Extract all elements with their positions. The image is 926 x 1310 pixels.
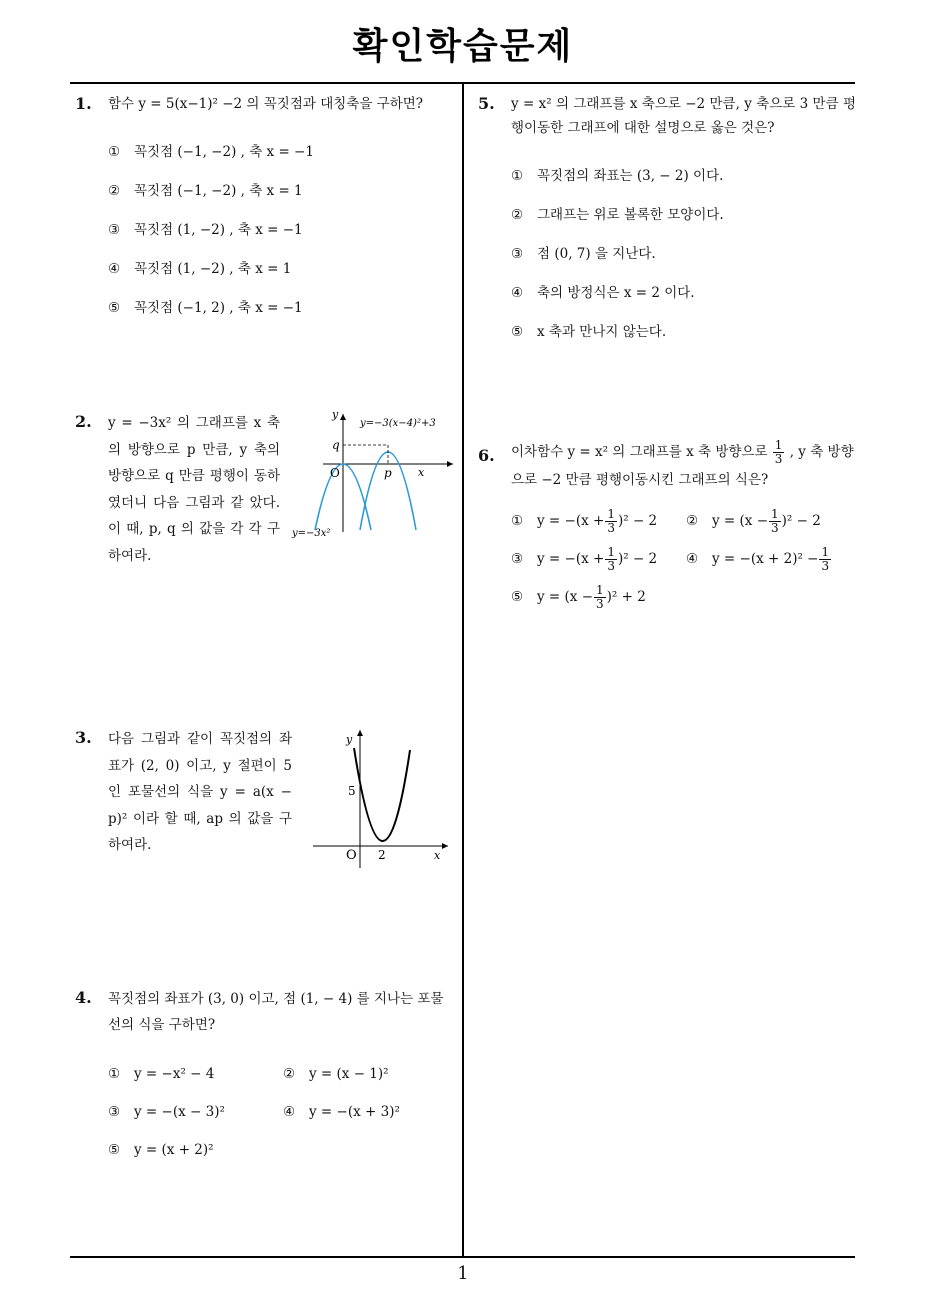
fraction-denominator: 3: [771, 521, 779, 535]
choice-mark: ③: [511, 551, 524, 567]
choice-3[interactable]: [511, 544, 686, 574]
choice-mark: ②: [511, 207, 524, 223]
x-axis-arrow-icon: [442, 843, 448, 849]
choice-text: 꼭짓점 (−1, 2) , 축 x = −1: [134, 300, 303, 316]
choice-pre: y = −(x +: [537, 513, 605, 529]
footer-rule: [70, 1256, 855, 1258]
fraction-numerator: 1: [774, 438, 783, 452]
problem-text: 꼭짓점의 좌표가 (3, 0) 이고, 점 (1, − 4) 를 지나는 포물선의 식을 구하면?: [108, 991, 444, 1033]
fraction: [769, 508, 781, 535]
choice-mark: ②: [686, 513, 699, 529]
choice-mark: ③: [108, 1104, 121, 1120]
choice-3[interactable]: [108, 1100, 283, 1124]
fraction-numerator: 1: [596, 583, 604, 597]
choice-5[interactable]: [511, 582, 686, 612]
choice-text: 꼭짓점 (1, −2) , 축 x = −1: [134, 222, 303, 238]
fraction: [773, 439, 785, 466]
graph-figure-2: [288, 402, 458, 542]
y-axis-arrow-icon: [357, 730, 363, 736]
choice-text: 꼭짓점의 좌표는 (3, − 2) 이다.: [537, 168, 724, 184]
choice-4[interactable]: [511, 281, 858, 320]
fraction-numerator: 1: [607, 507, 615, 521]
choice-mark: ③: [511, 246, 524, 262]
choice-text: 꼭짓점 (1, −2) , 축 x = 1: [134, 261, 292, 277]
problem-text-after: , y 축 방향으로 −2 만큼 평행이동시킨 그래프의 식은?: [511, 444, 854, 488]
curve-label-1: y=−3x²: [292, 528, 331, 539]
problem-number: 5.: [478, 94, 495, 113]
page-number: 1: [457, 1263, 469, 1284]
y-intercept-label: 5: [348, 784, 356, 798]
choice-text: 점 (0, 7) 을 지난다.: [537, 246, 656, 262]
choice-grid: [108, 1062, 455, 1162]
choice-list: [511, 164, 858, 359]
choice-mark: ⑤: [108, 1142, 121, 1158]
choice-2[interactable]: [108, 179, 455, 218]
problem-number: 1.: [75, 94, 92, 113]
choice-5[interactable]: [511, 320, 858, 359]
choice-mark: ④: [511, 285, 524, 301]
choice-4[interactable]: [686, 544, 861, 574]
fraction: [605, 546, 617, 573]
choice-post: )² − 2: [617, 551, 658, 567]
choice-mark: ④: [283, 1104, 296, 1120]
fraction-denominator: 3: [607, 521, 615, 535]
fraction-numerator: 1: [607, 545, 615, 559]
choice-text: 그래프는 위로 볼록한 모양이다.: [537, 207, 724, 223]
fraction-denominator: 3: [596, 597, 604, 611]
choice-mark: ②: [283, 1066, 296, 1082]
choice-4[interactable]: [108, 257, 455, 296]
y-axis-label: y: [332, 408, 339, 421]
choice-2[interactable]: [283, 1062, 458, 1086]
choice-pre: y = (x −: [712, 513, 769, 529]
problem-4: [70, 986, 455, 1162]
choice-5[interactable]: [108, 296, 455, 335]
choice-3[interactable]: [108, 218, 455, 257]
fraction: [594, 584, 606, 611]
problem-number: 3.: [75, 728, 92, 747]
fraction: [819, 546, 831, 573]
choice-pre: y = −(x + 2)² −: [712, 551, 819, 567]
y-axis-label: y: [346, 733, 353, 746]
parabola-curve: [354, 748, 410, 841]
choice-mark: ⑤: [108, 300, 121, 316]
choice-mark: ②: [108, 183, 121, 199]
choice-grid: [511, 506, 858, 612]
choice-text: 꼭짓점 (−1, −2) , 축 x = 1: [134, 183, 303, 199]
choice-list: [108, 140, 455, 335]
choice-mark: ④: [686, 551, 699, 567]
p-label: p: [384, 466, 392, 480]
choice-mark: ④: [108, 261, 121, 277]
problem-text: y = x² 의 그래프를 x 축으로 −2 만큼, y 축으로 3 만큼 평행이동한 그래프에 대한 설명으로 옳은 것은?: [511, 96, 856, 136]
q-label: q: [332, 438, 340, 452]
choice-mark: ⑤: [511, 324, 524, 340]
choice-text: y = (x + 2)²: [134, 1142, 214, 1158]
problem-number: 2.: [75, 412, 92, 431]
choice-1[interactable]: [511, 506, 686, 536]
x-axis-label: x: [434, 849, 441, 862]
choice-4[interactable]: [283, 1100, 458, 1124]
choice-5[interactable]: [108, 1138, 283, 1162]
y-axis-arrow-icon: [340, 414, 346, 420]
choice-post: )² + 2: [606, 589, 646, 605]
problem-1: [70, 92, 455, 335]
fraction: [605, 508, 617, 535]
curve-label-2: y=−3(x−4)²+3: [360, 418, 436, 429]
choice-text: 축의 방정식은 x = 2 이다.: [537, 285, 695, 301]
choice-list: [511, 506, 858, 612]
choice-pre: y = −(x +: [537, 551, 605, 567]
choice-mark: ①: [511, 513, 524, 529]
graph-figure-3: [308, 728, 453, 873]
problem-text-before: 이차함수 y = x² 의 그래프를 x 축 방향으로: [511, 444, 768, 460]
choice-1[interactable]: [108, 140, 455, 179]
choice-3[interactable]: [511, 242, 858, 281]
x-axis-label: x: [418, 466, 425, 479]
choice-mark: ③: [108, 222, 121, 238]
problem-number: 4.: [75, 988, 92, 1007]
problem-2: [70, 410, 455, 569]
choice-text: y = −x² − 4: [134, 1066, 215, 1082]
origin-label: O: [330, 466, 340, 480]
choice-mark: ①: [108, 144, 121, 160]
choice-text: y = −(x + 3)²: [309, 1104, 400, 1120]
problem-6: [473, 438, 858, 612]
choice-1[interactable]: [108, 1062, 283, 1086]
choice-text: 꼭짓점 (−1, −2) , 축 x = −1: [134, 144, 314, 160]
fraction-denominator: 3: [821, 559, 830, 573]
problem-text: 함수 y = 5(x−1)² −2 의 꼭짓점과 대칭축을 구하면?: [108, 96, 424, 112]
choice-list: [108, 1062, 455, 1162]
problem-number: 6.: [478, 446, 495, 465]
choice-post: )² − 2: [617, 513, 658, 529]
choice-1[interactable]: [511, 164, 858, 203]
problem-text: 다음 그림과 같이 꼭짓점의 좌표가 (2, 0) 이고, y 절편이 5 인 포물선의 식을 y = a(x − p)² 이라 할 때, ap 의 값을 구하여라.: [108, 731, 292, 853]
fraction-numerator: 1: [771, 507, 779, 521]
choice-2[interactable]: [686, 506, 861, 536]
problem-text: [511, 438, 856, 494]
choice-mark: ⑤: [511, 589, 524, 605]
problem-text: y = −3x² 의 그래프를 x 축의 방향으로 p 만큼, y 축의 방향으로 q 만큼 평행이 동하였더니 다음 그림과 같 았다. 이 때, p, q 의 값을 각 각 구하여라.: [108, 415, 280, 564]
page-title: 확인학습문제: [352, 26, 574, 67]
origin-label: O: [346, 848, 357, 863]
fraction-denominator: 3: [607, 559, 615, 573]
fraction-denominator: 3: [774, 452, 783, 466]
vertex-x-label: 2: [378, 848, 386, 862]
choice-2[interactable]: [511, 203, 858, 242]
column-divider: [462, 82, 464, 1257]
choice-text: y = (x − 1)²: [309, 1066, 389, 1082]
fraction-numerator: 1: [821, 545, 830, 559]
problem-5: [473, 92, 858, 359]
x-axis-arrow-icon: [447, 461, 453, 467]
choice-mark: ①: [511, 168, 524, 184]
choice-mark: ①: [108, 1066, 121, 1082]
choice-pre: y = (x −: [537, 589, 594, 605]
problem-3: [70, 726, 455, 863]
choice-text: x 축과 만나지 않는다.: [537, 324, 667, 340]
choice-post: )² − 2: [781, 513, 821, 529]
choice-text: y = −(x − 3)²: [134, 1104, 225, 1120]
